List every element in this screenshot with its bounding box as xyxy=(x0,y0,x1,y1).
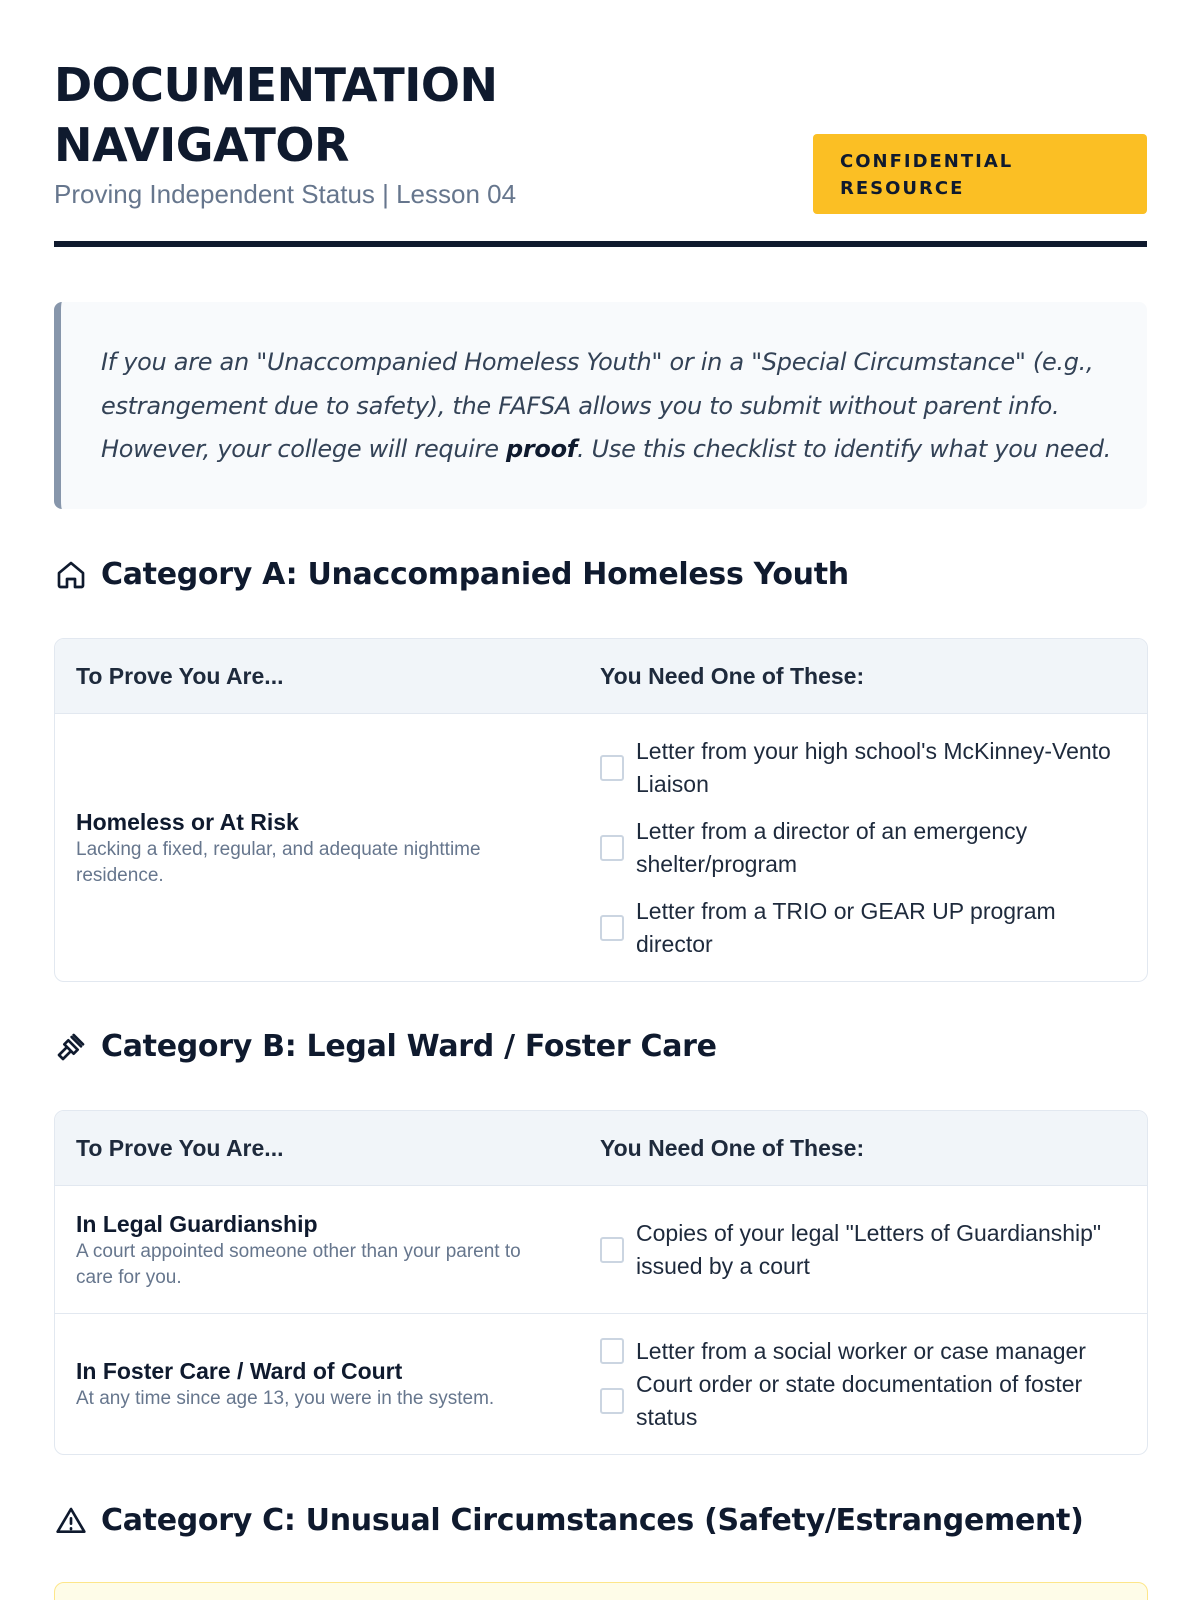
checklist-item-label: Letter from a director of an emergency shelter/program xyxy=(636,817,1028,877)
checkbox[interactable] xyxy=(600,1338,624,1364)
checkbox[interactable] xyxy=(600,1237,624,1263)
row-title: In Legal Guardianship xyxy=(76,1210,318,1237)
category-b-table xyxy=(54,1110,1148,1455)
row-checklist xyxy=(600,1314,1147,1454)
row-checklist xyxy=(600,714,1147,981)
row-description: At any time since age 13, you were in the system. xyxy=(76,1388,495,1409)
category-c-panel xyxy=(54,1582,1148,1600)
gavel-icon xyxy=(54,1030,88,1064)
row-label xyxy=(55,1186,600,1313)
column-header-prove: To Prove You Are... xyxy=(76,1134,284,1161)
column-header-need: You Need One of These: xyxy=(600,1134,865,1161)
table-header xyxy=(55,639,1147,714)
checklist-item[interactable] xyxy=(600,815,1133,881)
table-header xyxy=(55,1111,1147,1186)
intro-emphasis: proof xyxy=(506,435,577,463)
checkbox[interactable] xyxy=(600,915,624,941)
category-a-heading xyxy=(54,557,849,592)
column-header-prove: To Prove You Are... xyxy=(76,662,284,689)
warning-icon xyxy=(54,1504,88,1538)
checklist-item[interactable] xyxy=(600,1368,1133,1434)
table-row xyxy=(55,1314,1147,1454)
page-subtitle: Proving Independent Status | Lesson 04 xyxy=(54,179,517,209)
row-title: Homeless or At Risk xyxy=(76,808,299,835)
category-a-table xyxy=(54,638,1148,982)
page-header xyxy=(54,55,1147,247)
intro-text-before: If you are an "Unaccompanied Homeless Youth" or in a "Special Circumstance" (e.g., estrangement due to safety), the FAFSA allows you to submit without parent info. However, your college will require xyxy=(101,348,1094,463)
category-a-title: Category A: Unaccompanied Homeless Youth xyxy=(101,557,849,592)
row-description: Lacking a fixed, regular, and adequate nighttime residence. xyxy=(76,838,481,886)
row-label xyxy=(55,714,600,981)
table-row xyxy=(55,1186,1147,1314)
checklist-item-label: Letter from your high school's McKinney-Vento Liaison xyxy=(636,737,1111,797)
page-title: DOCUMENTATION NAVIGATOR xyxy=(54,58,498,172)
checklist-item-label: Letter from a TRIO or GEAR UP program director xyxy=(636,897,1056,957)
checkbox[interactable] xyxy=(600,835,624,861)
category-b-title: Category B: Legal Ward / Foster Care xyxy=(101,1029,717,1064)
row-description: A court appointed someone other than your parent to care for you. xyxy=(76,1240,521,1288)
column-header-need: You Need One of These: xyxy=(600,662,865,689)
home-icon xyxy=(54,558,88,592)
checkbox[interactable] xyxy=(600,755,624,781)
confidential-badge: CONFIDENTIAL RESOURCE xyxy=(813,134,1147,214)
category-b-heading xyxy=(54,1029,717,1064)
checklist-item-label: Court order or state documentation of foster status xyxy=(636,1370,1083,1430)
category-c-heading xyxy=(54,1503,1084,1538)
table-row xyxy=(55,714,1147,981)
row-checklist xyxy=(600,1186,1147,1313)
intro-callout xyxy=(54,302,1147,509)
row-title: In Foster Care / Ward of Court xyxy=(76,1358,403,1384)
intro-text xyxy=(101,341,1111,472)
checklist-item-label: Letter from a social worker or case manager xyxy=(636,1337,1086,1364)
row-label xyxy=(55,1314,600,1454)
checklist-item-label: Copies of your legal "Letters of Guardianship" issued by a court xyxy=(636,1219,1102,1279)
intro-text-after: . Use this checklist to identify what you need. xyxy=(576,435,1112,463)
checklist-item[interactable] xyxy=(600,735,1133,801)
checklist-item[interactable] xyxy=(600,1217,1133,1283)
category-c-title: Category C: Unusual Circumstances (Safety/Estrangement) xyxy=(101,1503,1084,1538)
checkbox[interactable] xyxy=(600,1388,624,1414)
checklist-item[interactable] xyxy=(600,895,1133,961)
checklist-item[interactable] xyxy=(600,1335,1133,1368)
